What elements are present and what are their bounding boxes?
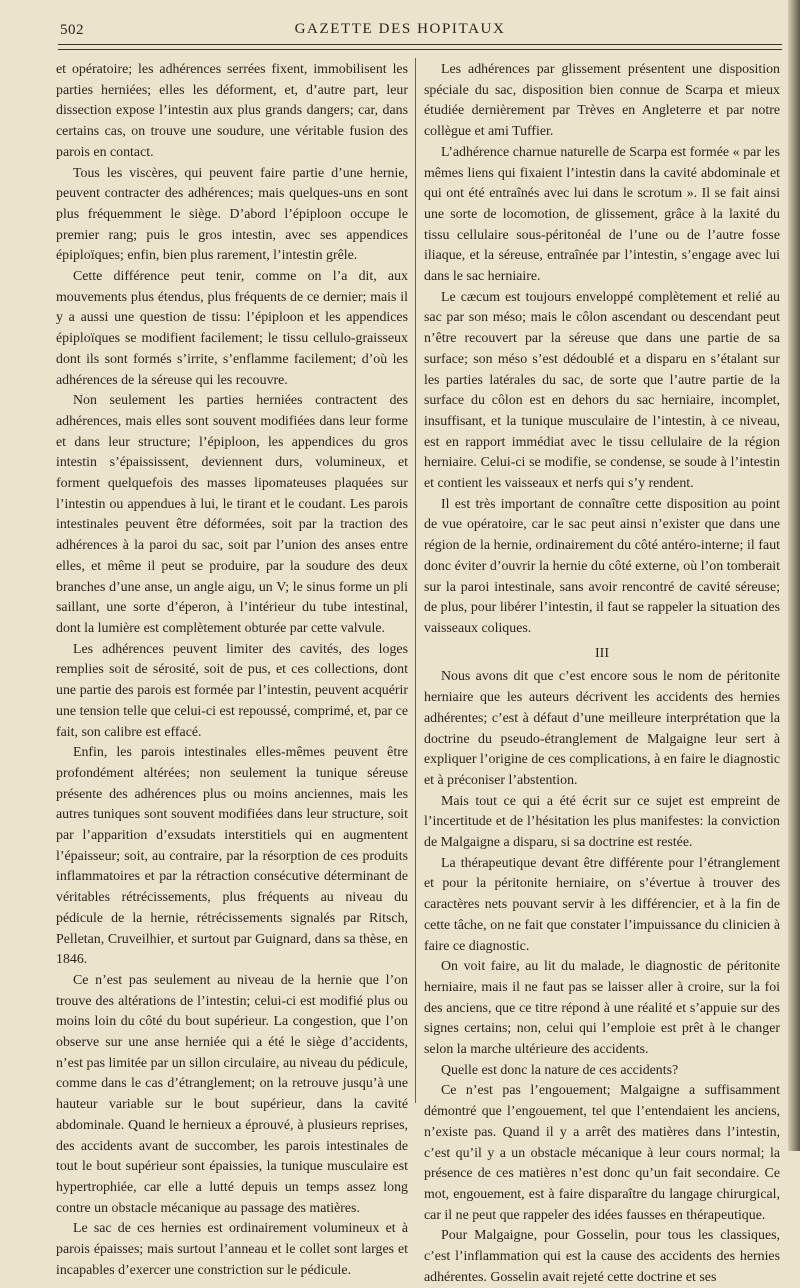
column-divider — [415, 58, 416, 1103]
page-number: 502 — [60, 22, 84, 38]
paragraph: L’adhérence charnue naturelle de Scarpa est formée « par les mêmes liens qui fixaient l’intestin dans la cavité abdominale et qui ont été entraînés avec lui dans le scrotum ». Il se fait ainsi une sorte de locomotion, de glissement, grâce à la laxité du tissu cellulaire sous-péritonéal de l’une ou de l’autre fosse iliaque, et la séreuse, entraînée par l’intestin, s’engage avec lui dans le sac herniaire. — [424, 144, 780, 285]
paragraph: Le cæcum est toujours enveloppé complètement et relié au sac par son méso; mais le côlon ascendant ou descendant peut n’être recouvert par la séreuse que dans une partie de sa surface; son méso s’est dédoublé et a disparu en s’étalant sur les parties latérales du sac, de sorte que l’autre partie de la surface du côlon est en dehors du sac herniaire, incomplet, insuffisant, et la tunique musculaire de l’intestin, à ce niveau, est en rapport immédiat avec le tissu cellulaire de la région herniaire. Celui-ci se modifie, se condense, se soude à l’intestin et contient les vaisseaux et nerfs qui s’y rendent. — [424, 289, 780, 492]
paragraph: Les adhérences peuvent limiter des cavités, des loges remplies soit de sérosité, soit de pus, et ces collections, dont une partie des parois est formée par l’intestin, peuvent acquérir une tension telle que celui-ci est repoussé, comprimé, et, par ce fait, son calibre est effacé. — [56, 641, 408, 740]
paragraph: Tous les viscères, qui peuvent faire partie d’une hernie, peuvent contracter des adhérences; mais quelques-uns en sont plus fréquemment le siège. D’abord l’épiploon occupe le premier rang; puis le gros intestin, avec ses appendices épiploïques; enfin, bien plus rarement, l’intestin grêle. — [56, 165, 408, 264]
paragraph: Cette différence peut tenir, comme on l’a dit, aux mouvements plus étendus, plus fréquents de ce dernier; mais il y a aussi une question de tissu: l’épiploon et les appendices épiploïques se modifient facilement; le tissu cellulo-graisseux dont ils sont formés s’irrite, s’enflamme facilement; d’où les adhérences de la séreuse qui les recouvre. — [56, 269, 408, 388]
section-number: III — [595, 645, 609, 661]
paragraph: La thérapeutique devant être différente pour l’étranglement et pour la péritonite herniaire, on s’évertue à trouver des caractères nets pouvant servir à les différencier, et à la fin de cette tâche, on ne fait que constater l’impuissance du clinicien à faire ce diagnostic. — [424, 855, 780, 954]
paragraph: Enfin, les parois intestinales elles-mêmes peuvent être profondément altérées; non seulement la tunique séreuse présente des adhérences plus ou moins anciennes, mais les autres tuniques sont souvent modifiées dans leur structure, soit par l’apparition d’exsudats interstitiels qui en augmentent l’épaisseur; soit, au contraire, par la résorption de ces produits inflammatoires et par la rétraction consécutive déterminant de véritables rétrécissements, plus fréquents au niveau du pédicule de la hernie, rétrécissements signalés par Ritsch, Pelletan, Cruveilhier, et surtout par Guignard, dans sa thèse, en 1846. — [56, 745, 408, 968]
paragraph: et opératoire; les adhérences serrées fixent, immobilisent les parties herniées; elles les déforment, et, d’autre part, leur dissection expose l’intestin aux plus grands dangers; car, dans certains cas, on trouve une soudure, une véritable fusion des parois en contact. — [56, 62, 408, 160]
paragraph: Non seulement les parties herniées contractent des adhérences, mais elles sont souvent modifiées dans leur forme et dans leur structure; l’épiploon, les appendices du gros intestin s’épaississent, deviennent durs, volumineux, et forment quelquefois des masses lipomateuses plaquées sur l’intestin ou appendues à lui, le tirant et le coudant. Les parois intestinales peuvent être déformées, soit par la traction des adhérences à la paroi du sac, soit par l’union des anses entre elles, et même il peut se produire, par la soudure des deux branches d’une anse, un angle aigu, un V; le sinus forme un pli saillant, une sorte d’éperon, à l’intérieur du tube intestinal, dont la lumière est complètement obturée par cette valvule. — [56, 393, 408, 636]
paragraph: Les adhérences par glissement présentent une disposition spéciale du sac, disposition bien connue de Scarpa et mieux étudiée dernièrement par Trèves en Angleterre et par notre collègue et ami Tuffier. — [424, 62, 780, 140]
page-edge-shadow — [788, 0, 800, 1151]
paragraph: On voit faire, au lit du malade, le diagnostic de péritonite herniaire, mais il ne faut pas se laisser aller à croire, sur la foi des anciens, que ce titre répond à une réalité et s’appuie sur des signes certains; non, celui qui l’emploie est prêt à le changer selon la marche ultérieure des accidents. — [424, 959, 780, 1058]
paragraph: Ce n’est pas l’engouement; Malgaigne a suffisamment démontré que l’engouement, tel que l’entendaient les anciens, n’existe pas. Quand il y a arrêt des matières dans l’intestin, c’est qu’il y a un obstacle mécanique à leur cours normal; la présence de ces matières n’est donc qu’un fait secondaire. Ce mot, engouement, est à faire disparaître du langage chirurgical, car il ne peut que rappeler des idées fausses en thérapeutique. — [424, 1083, 780, 1223]
paragraph: Nous avons dit que c’est encore sous le nom de péritonite herniaire que les auteurs décrivent les accidents des hernies adhérentes; c’est à défaut d’une meilleure interprétation que la doctrine du pseudo-étranglement de Malgaigne leur sert à expliquer l’origine de ces complications, à en faire le diagnostic et à préconiser l’abstention. — [424, 669, 780, 788]
header-rule-bottom — [58, 49, 782, 50]
page-header — [0, 14, 800, 44]
paragraph: Ce n’est pas seulement au niveau de la hernie que l’on trouve des altérations de l’intestin; celui-ci est modifié plus ou moins loin du côté du bout supérieur. La congestion, que l’on observe sur une anse herniée qui a été le siège d’accidents, n’est pas limitée par un sillon circulaire, au niveau du pédicule, comme dans le cas d’étranglement; on la retrouve jusqu’à une hauteur variable sur le bout supérieur, dans la cavité abdominale. Quand le hernieux a éprouvé, à plusieurs reprises, des accidents avant de succomber, les parois intestinales de tout le bout supérieur sont épaissies, la tunique musculaire est hypertrophiée, car elle a lutté depuis un temps assez long contre un obstacle mécanique au passage des matières. — [56, 972, 408, 1216]
paragraph: Le sac de ces hernies est ordinairement volumineux et à parois épaisses; mais surtout l’anneau et le collet sont larges et incapables d’exercer une constriction sur le pédicule. — [56, 1221, 408, 1278]
journal-title: GAZETTE DES HOPITAUX — [294, 21, 506, 37]
paragraph: Mais tout ce qui a été écrit sur ce sujet est empreint de l’incertitude et de l’hésitation les plus manifestes: la conviction de Malgaigne a disparu, si sa doctrine est restée. — [424, 793, 780, 851]
left-column — [56, 60, 408, 1281]
paragraph: Il est très important de connaître cette disposition au point de vue opératoire, car le sac peut ainsi n’exister que dans une région de la hernie, ordinairement du côté antéro-interne; il faut donc éviter d’ouvrir la hernie du côté externe, où l’on tomberait sur la paroi intestinale, sans avoir rencontré de cavité séreuse; de plus, pour libérer l’intestin, il faut se rappeler la situation des vaisseaux coliques. — [424, 496, 780, 636]
paragraph: Pour Malgaigne, pour Gosselin, pour tous les classiques, c’est l’inflammation qui est la cause des accidents des hernies adhérentes. Gosselin avait rejeté cette doctrine et ses — [424, 1228, 780, 1285]
right-column — [424, 60, 780, 1288]
header-rule-top — [58, 44, 782, 45]
paragraph: Quelle est donc la nature de ces accidents? — [441, 1062, 679, 1078]
